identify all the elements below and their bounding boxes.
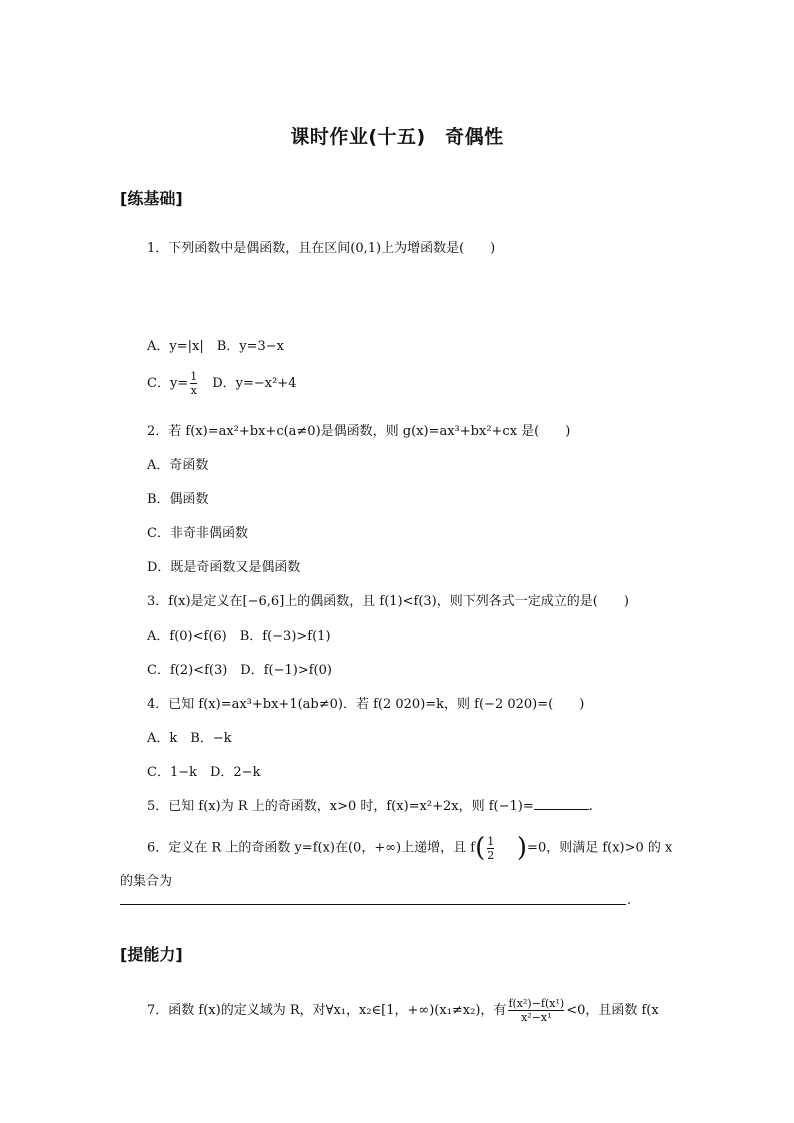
question-2-option-c: C．非奇非偶函数 xyxy=(147,526,248,541)
question-5-text: 5．已知 f(x)为 R 上的奇函数，x>0 时，f(x)=x²+2x，则 f(−1)= xyxy=(147,799,534,814)
section-heading-basic: [练基础] xyxy=(120,189,183,208)
fraction-one-half: $\frac{1}{2}$ xyxy=(487,834,495,862)
question-7-text-b: <0，且函数 f(x xyxy=(566,1003,659,1018)
question-4-options-ab: A．k B．−k xyxy=(147,731,232,746)
question-7-stem xyxy=(147,997,659,1024)
answer-blank[interactable] xyxy=(534,797,589,810)
question-6-stem xyxy=(147,833,672,863)
fraction-difference-quotient: $\frac{\text{f(x²)−f(x¹)}}{\text{x²−x¹}}$ xyxy=(508,997,565,1024)
section-heading-advanced: [提能力] xyxy=(120,945,183,964)
option-d-label: D．y=−x²+4 xyxy=(199,376,297,391)
left-paren: ( xyxy=(475,833,486,863)
question-4-stem: 4．已知 f(x)=ax³+bx+1(ab≠0)．若 f(2 020)=k，则 f(−2 020)=( ) xyxy=(147,697,585,712)
question-1-stem: 1．下列函数中是偶函数，且在区间(0,1)上为增函数是( ) xyxy=(147,241,496,256)
question-6-line-2: 的集合为 xyxy=(120,874,173,889)
question-1-options-cd xyxy=(147,370,296,397)
question-6-text-b: =0，则满足 f(x)>0 的 x xyxy=(527,840,673,856)
question-1-options-ab: A．y=|x| B．y=3−x xyxy=(147,339,285,354)
question-4-options-cd: C．1−k D．2−k xyxy=(147,765,261,780)
question-6-text-a: 6．定义在 R 上的奇函数 y=f(x)在(0，+∞)上递增，且 f xyxy=(147,840,476,856)
question-7-text-a: 7．函数 f(x)的定义域为 R，对∀x₁，x₂∈[1，+∞)(x₁≠x₂)，有 xyxy=(147,1003,507,1018)
question-2-option-b: B．偶函数 xyxy=(147,492,209,507)
question-2-option-d: D．既是奇函数又是偶函数 xyxy=(147,560,301,575)
page-title: 课时作业(十五) 奇偶性 xyxy=(290,126,504,148)
question-3-stem: 3．f(x)是定义在[−6,6]上的偶函数，且 f(1)<f(3)，则下列各式一定成立的是( ) xyxy=(147,594,629,609)
question-2-stem: 2．若 f(x)=ax²+bx+c(a≠0)是偶函数，则 g(x)=ax³+bx²+cx 是( ) xyxy=(147,424,571,439)
question-5-stem xyxy=(147,795,593,814)
question-2-option-a: A．奇函数 xyxy=(147,458,209,473)
fraction-one-over-x: $\frac{1}{x}$ xyxy=(190,370,198,397)
question-5-period: . xyxy=(588,799,593,814)
right-paren: ) xyxy=(516,833,528,863)
question-3-options-ab: A．f(0)<f(6) B．f(−3)>f(1) xyxy=(147,629,331,644)
option-c-label: C．y= xyxy=(147,376,189,391)
answer-line-period: . xyxy=(627,893,632,908)
question-3-options-cd: C．f(2)<f(3) D．f(−1)>f(0) xyxy=(147,663,332,678)
answer-line[interactable] xyxy=(120,904,626,905)
